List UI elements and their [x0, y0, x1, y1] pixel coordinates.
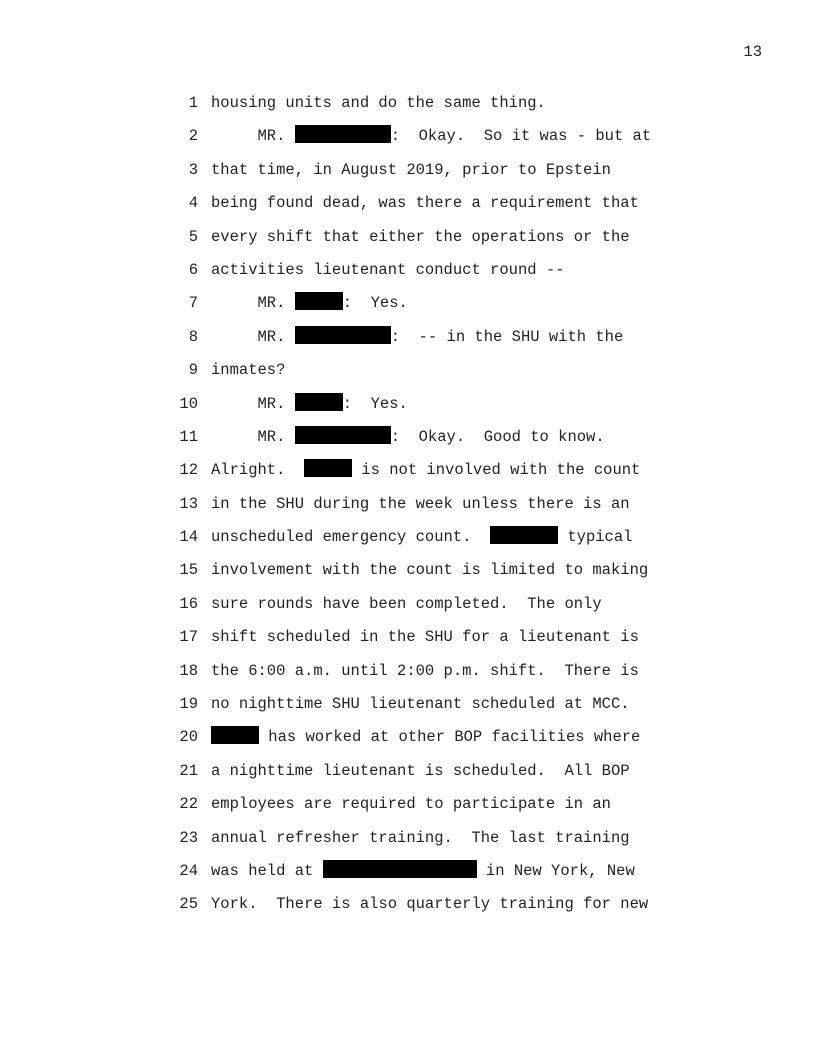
transcript-line	[170, 393, 690, 426]
line-text	[211, 159, 611, 181]
redaction-box	[211, 726, 259, 744]
transcript-line	[170, 226, 690, 259]
line-number: 15	[179, 561, 198, 580]
line-number: 3	[188, 160, 198, 179]
line-text	[211, 860, 635, 882]
transcript-line	[170, 459, 690, 492]
line-number: 1	[188, 94, 198, 112]
line-text	[211, 226, 630, 248]
text-segment: in New York, New	[476, 861, 635, 880]
text-segment: that time, in August 2019, prior to Epstein	[211, 160, 611, 179]
line-text	[211, 326, 623, 348]
line-text	[211, 292, 408, 314]
line-number: 9	[188, 361, 198, 380]
redaction-box	[295, 326, 391, 344]
line-text	[211, 92, 546, 114]
line-text	[211, 125, 651, 147]
transcript-body	[170, 92, 690, 927]
line-number: 18	[179, 661, 198, 680]
transcript-line	[170, 493, 690, 526]
line-text	[211, 459, 640, 481]
redaction-box	[295, 393, 343, 411]
text-segment: activities lieutenant conduct round --	[211, 260, 565, 279]
redaction-box	[490, 526, 558, 544]
transcript-line	[170, 626, 690, 659]
text-segment: was held at	[211, 861, 323, 880]
text-segment: York. There is also quarterly training for new	[211, 895, 649, 914]
transcript-line	[170, 860, 690, 893]
line-text	[211, 827, 630, 849]
line-number: 22	[179, 795, 198, 814]
text-segment: MR.	[211, 394, 295, 413]
transcript-line	[170, 893, 690, 926]
transcript-line	[170, 92, 690, 125]
text-segment: annual refresher training. The last training	[211, 828, 630, 847]
transcript-line	[170, 159, 690, 192]
text-segment: sure rounds have been completed. The only	[211, 594, 602, 613]
line-number: 2	[188, 127, 198, 146]
transcript-line	[170, 660, 690, 693]
transcript-line	[170, 760, 690, 793]
line-text	[211, 493, 630, 515]
transcript-line	[170, 593, 690, 626]
text-segment: MR.	[211, 427, 295, 446]
transcript-line	[170, 259, 690, 292]
text-segment: : Yes.	[342, 394, 408, 413]
line-text	[211, 426, 605, 448]
text-segment: being found dead, was there a requirement that	[211, 194, 639, 213]
text-segment: employees are required to participate in an	[211, 795, 611, 814]
line-text	[211, 559, 648, 581]
transcript-line	[170, 426, 690, 459]
line-text	[211, 526, 632, 548]
line-number: 4	[188, 194, 198, 213]
redaction-box	[295, 125, 391, 143]
text-segment: MR.	[211, 327, 295, 346]
text-segment: : Yes.	[342, 294, 408, 313]
line-text	[211, 192, 639, 214]
text-segment: : Okay. Good to know.	[390, 427, 605, 446]
transcript-line	[170, 726, 690, 759]
line-number: 17	[179, 628, 198, 647]
transcript-line	[170, 827, 690, 860]
transcript-line	[170, 125, 690, 158]
text-segment: typical	[558, 528, 633, 547]
line-number: 7	[188, 294, 198, 313]
line-number: 13	[179, 494, 198, 513]
line-number: 25	[179, 895, 198, 914]
transcript-line	[170, 693, 690, 726]
line-text	[211, 660, 639, 682]
line-text	[211, 726, 640, 748]
text-segment: in the SHU during the week unless there is an	[211, 494, 630, 513]
transcript-line	[170, 192, 690, 225]
redaction-box	[323, 860, 477, 878]
text-segment: : -- in the SHU with the	[390, 327, 624, 346]
line-number: 5	[188, 227, 198, 246]
text-segment: unscheduled emergency count.	[211, 528, 491, 547]
text-segment: has worked at other BOP facilities where	[259, 728, 641, 747]
line-text	[211, 793, 611, 815]
line-number: 16	[179, 594, 198, 613]
transcript-line	[170, 793, 690, 826]
line-text	[211, 259, 564, 281]
line-number: 20	[179, 728, 198, 747]
page-number: 13	[743, 43, 762, 61]
transcript-line	[170, 559, 690, 592]
line-text	[211, 626, 639, 648]
line-number: 10	[179, 394, 198, 413]
text-segment: : Okay. So it was - but at	[390, 127, 652, 146]
line-number: 11	[179, 427, 198, 446]
text-segment: Alright.	[211, 461, 305, 480]
line-number: 6	[188, 260, 198, 279]
redaction-box	[295, 426, 391, 444]
text-segment: MR.	[211, 127, 295, 146]
line-text	[211, 693, 630, 715]
redaction-box	[295, 292, 343, 310]
line-number: 12	[179, 461, 198, 480]
transcript-line	[170, 526, 690, 559]
text-segment: housing units and do the same thing.	[211, 94, 546, 112]
line-number: 24	[179, 861, 198, 880]
line-text	[211, 893, 648, 915]
text-segment: a nighttime lieutenant is scheduled. All BOP	[211, 761, 630, 780]
line-number: 23	[179, 828, 198, 847]
line-text	[211, 760, 630, 782]
transcript-line	[170, 359, 690, 392]
text-segment: every shift that either the operations or the	[211, 227, 630, 246]
transcript-line	[170, 326, 690, 359]
redaction-box	[304, 459, 352, 477]
line-number: 8	[188, 327, 198, 346]
text-segment: involvement with the count is limited to making	[211, 561, 649, 580]
line-number: 21	[179, 761, 198, 780]
text-segment: no nighttime SHU lieutenant scheduled at MCC.	[211, 695, 630, 714]
text-segment: the 6:00 a.m. until 2:00 p.m. shift. There is	[211, 661, 639, 680]
transcript-line	[170, 292, 690, 325]
text-segment: inmates?	[211, 361, 286, 380]
text-segment: shift scheduled in the SHU for a lieutenant is	[211, 628, 639, 647]
line-number: 14	[179, 528, 198, 547]
text-segment: is not involved with the count	[352, 461, 641, 480]
line-text	[211, 359, 285, 381]
line-text	[211, 393, 408, 415]
line-text	[211, 593, 602, 615]
text-segment: MR.	[211, 294, 295, 313]
line-number: 19	[179, 695, 198, 714]
